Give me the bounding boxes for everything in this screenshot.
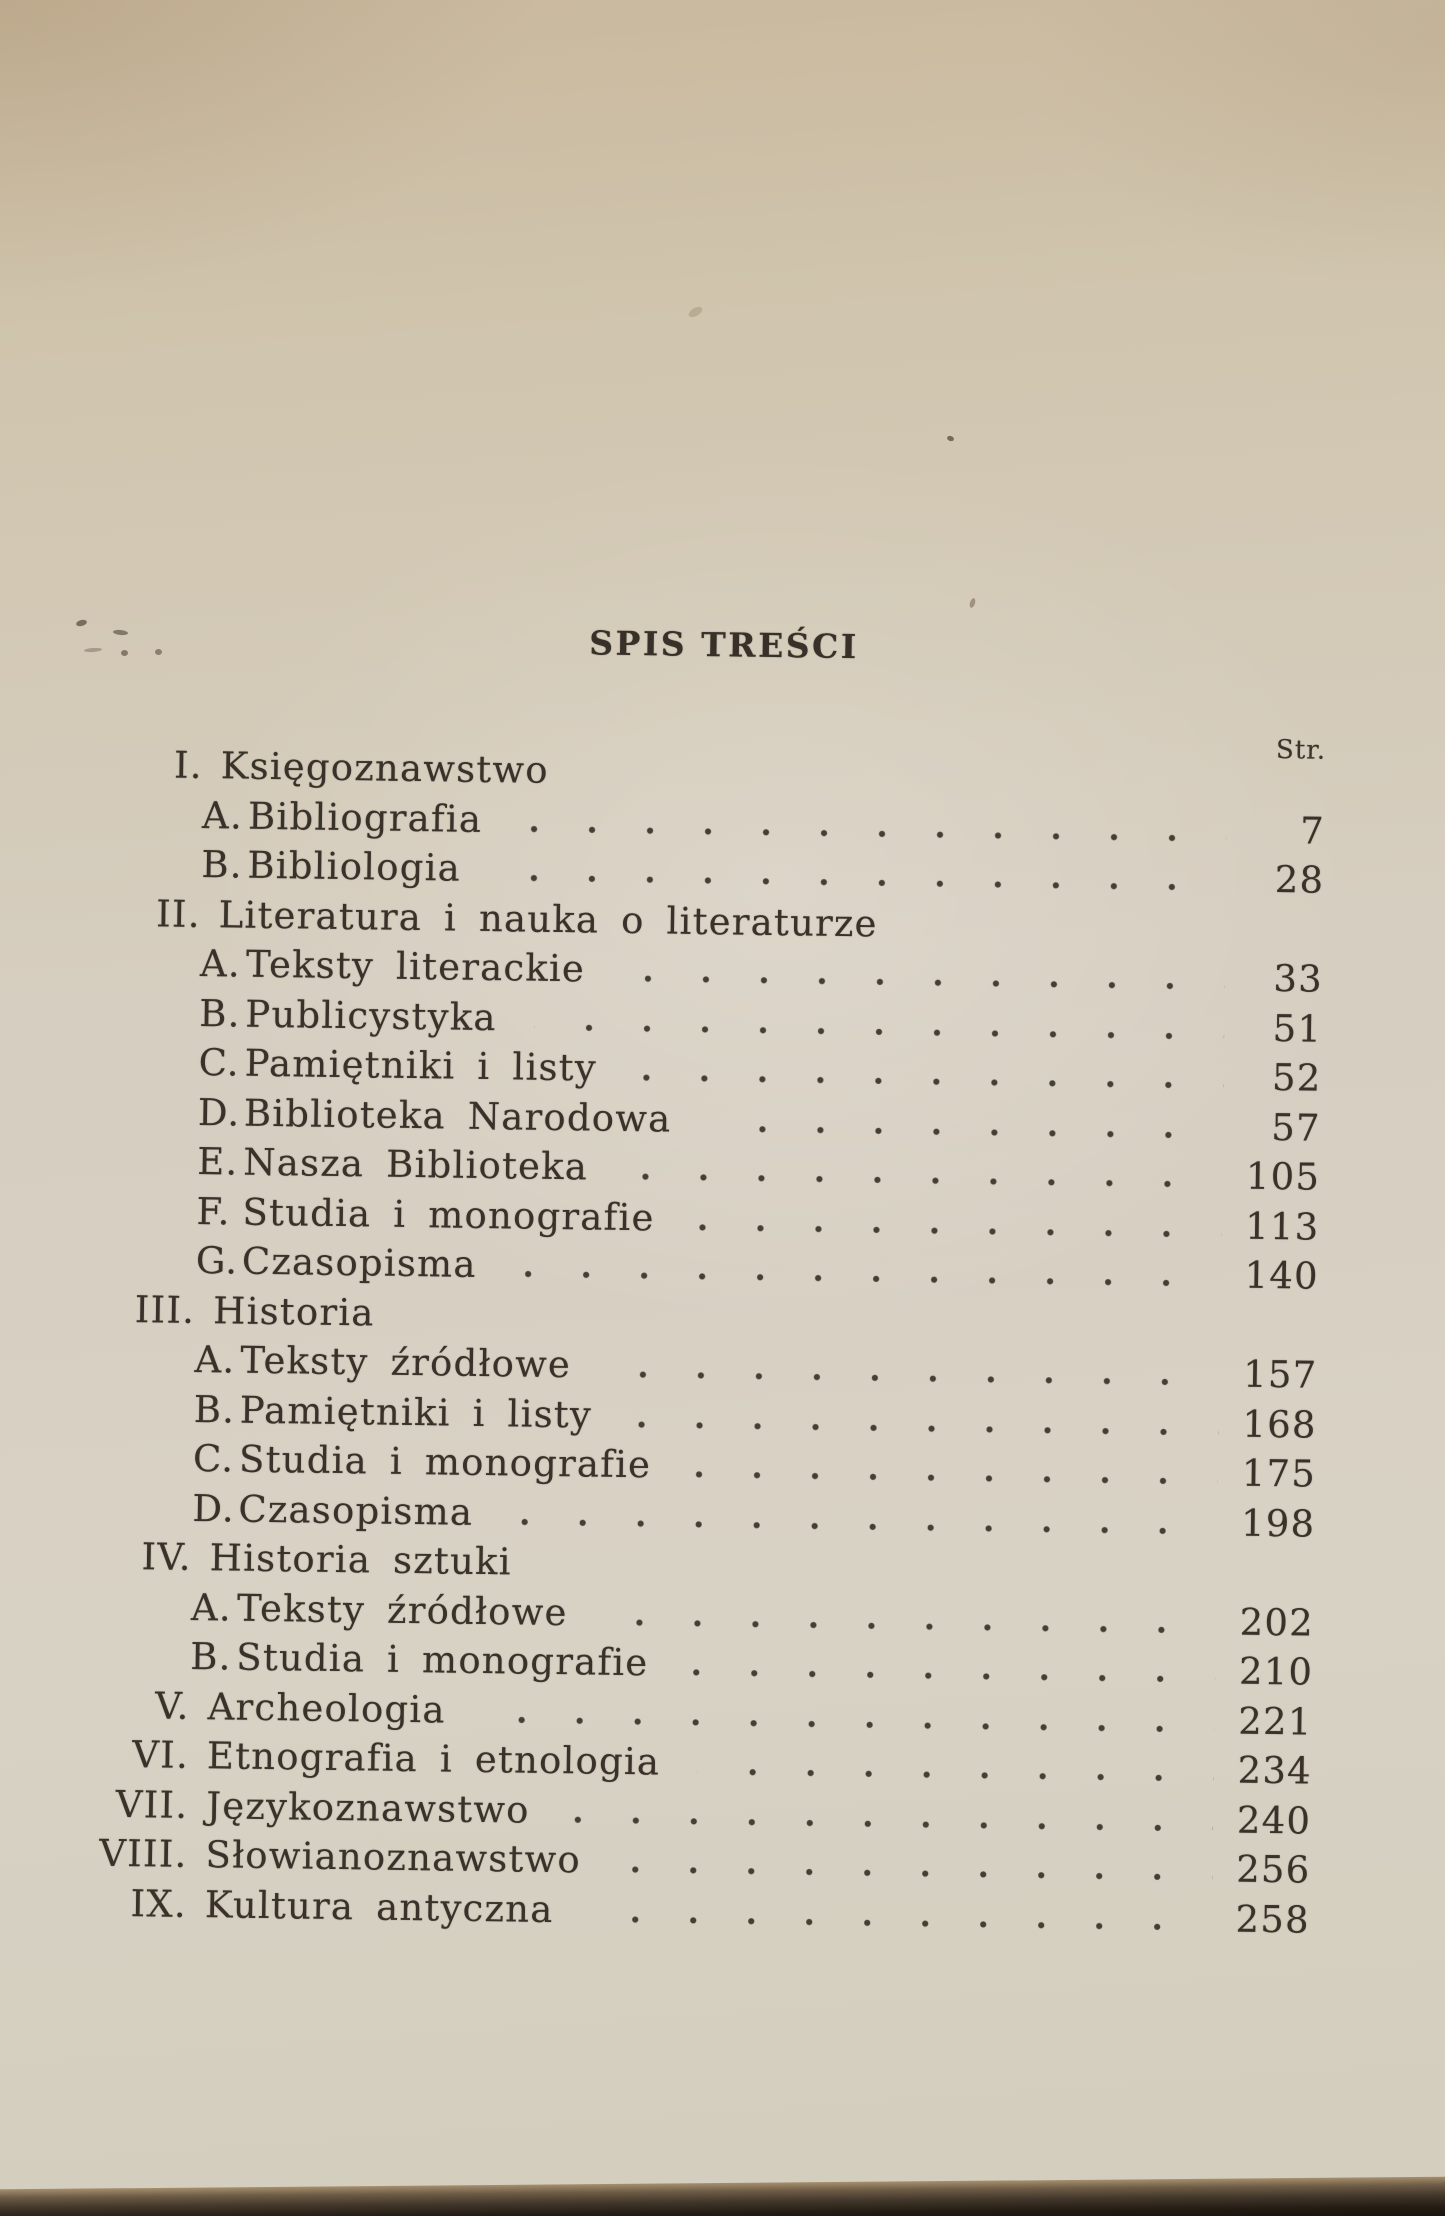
toc-roman-numeral <box>48 1469 193 1471</box>
toc-page-number: 140 <box>1244 1253 1320 1298</box>
toc-page-number <box>1231 941 1323 942</box>
toc-entry-label: Pamiętniki i listy <box>244 1041 598 1090</box>
toc-roman-numeral: II. <box>155 891 202 936</box>
toc-roman-numeral <box>55 974 200 976</box>
toc-letter: A. <box>190 1585 233 1630</box>
toc-letter: D. <box>197 1090 241 1135</box>
toc-entry-label: Publicystyka <box>245 992 497 1039</box>
leader-dots <box>689 1471 1218 1485</box>
toc-roman-numeral <box>51 1221 196 1223</box>
toc-page-number: 210 <box>1238 1649 1314 1694</box>
toc-entry-label: Księgoznawstwo <box>220 744 550 792</box>
toc-roman-numeral <box>52 1172 197 1174</box>
toc-entry-label: Pamiętniki i listy <box>239 1388 593 1437</box>
toc-roman-numeral <box>57 826 202 828</box>
leader-dots <box>686 1669 1215 1683</box>
toc-roman-numeral <box>53 1073 198 1075</box>
toc-letter: F. <box>196 1189 231 1233</box>
toc-letter: A. <box>194 1337 236 1382</box>
toc-roman-numeral: I. <box>173 743 204 788</box>
toc-entry-label: Teksty źródłowe <box>240 1338 572 1387</box>
toc-entry-label: Historia sztuki <box>209 1536 513 1584</box>
leader-dots <box>499 874 1226 891</box>
toc-page-number: 258 <box>1235 1897 1311 1942</box>
leader-dots <box>609 1371 1219 1387</box>
toc-page-number: 175 <box>1241 1451 1317 1496</box>
toc-page-number: 113 <box>1244 1204 1320 1249</box>
toc-roman-numeral <box>53 1122 198 1124</box>
leader-dots <box>619 1866 1213 1881</box>
toc-letter: G. <box>195 1238 239 1283</box>
toc-roman-numeral <box>47 1518 192 1520</box>
leader-dots <box>511 1518 1217 1535</box>
toc-entry-label: Kultura antyczna <box>204 1882 554 1931</box>
toc-letter: C. <box>192 1436 235 1481</box>
toc-letter: D. <box>192 1486 236 1531</box>
pencil-mark <box>121 650 128 656</box>
toc-page-number: 202 <box>1239 1600 1315 1645</box>
toc-roman-numeral: IX. <box>130 1881 188 1926</box>
toc-page-number: 33 <box>1273 957 1324 1001</box>
leader-dots <box>709 1125 1223 1139</box>
toc-page-number: 234 <box>1237 1748 1313 1793</box>
toc-letter: B. <box>199 991 241 1036</box>
toc-entry-label: Słowianoznawstwo <box>205 1833 582 1882</box>
page-title: SPIS TREŚCI <box>588 623 860 667</box>
toc-page-number: 51 <box>1272 1006 1323 1051</box>
toc-letter: E. <box>196 1140 239 1184</box>
leader-dots <box>692 1223 1221 1237</box>
toc-page-number: 28 <box>1274 858 1325 902</box>
leader-dots <box>623 975 1225 990</box>
leader-dots <box>698 1768 1214 1782</box>
leader-dots <box>626 1173 1222 1188</box>
leader-dots <box>635 1074 1224 1089</box>
toc-entry-label: Studia i monografie <box>242 1190 655 1239</box>
toc-letter: B. <box>193 1387 236 1432</box>
leader-dots <box>520 825 1227 842</box>
toc-page-number: 7 <box>1299 808 1326 853</box>
toc-roman-numeral <box>49 1419 194 1421</box>
toc-entry-label: Czasopisma <box>241 1239 477 1286</box>
toc-roman-numeral: III. <box>134 1287 196 1332</box>
leader-dots <box>534 1023 1224 1040</box>
toc-roman-numeral <box>49 1370 194 1372</box>
toc-roman-numeral <box>54 1023 199 1025</box>
toc-letter: B. <box>190 1634 232 1679</box>
toc-page-number: 221 <box>1238 1699 1313 1744</box>
toc-letter: A. <box>201 793 244 838</box>
toc-entry-label: Historia <box>212 1288 375 1334</box>
toc-entry-label: Językoznawstwo <box>205 1783 531 1832</box>
leader-dots <box>591 1915 1211 1931</box>
toc-page-number: 57 <box>1271 1105 1322 1150</box>
toc-entry-label: Teksty literackie <box>245 942 586 991</box>
toc-roman-numeral <box>46 1617 191 1619</box>
toc-roman-numeral: VIII. <box>98 1831 188 1876</box>
toc-entry-label: Studia i monografie <box>236 1635 649 1685</box>
table-of-contents <box>42 739 1326 1945</box>
toc-entry-label: Studia i monografie <box>238 1437 652 1487</box>
toc-page-number: 157 <box>1242 1352 1318 1397</box>
toc-entry-label: Czasopisma <box>238 1487 474 1534</box>
toc-page-number: 52 <box>1271 1056 1322 1100</box>
toc-roman-numeral: VI. <box>131 1733 190 1777</box>
leader-dots <box>605 1618 1215 1634</box>
pencil-mark <box>155 649 162 655</box>
toc-page-number <box>1222 1584 1314 1585</box>
leader-dots <box>483 1716 1214 1733</box>
toc-entry-label: Literatura i nauka o literaturze <box>218 892 879 945</box>
toc-roman-numeral: V. <box>154 1683 190 1728</box>
toc-letter: A. <box>199 942 242 986</box>
toc-entry-label: Biblioteka Narodowa <box>243 1091 672 1141</box>
toc-page-number <box>1226 1337 1318 1338</box>
leader-dots <box>630 1421 1219 1436</box>
leader-dots <box>514 1270 1220 1287</box>
toc-entry-label: Etnografia i etnologia <box>206 1734 661 1784</box>
toc-roman-numeral: IV. <box>141 1535 193 1579</box>
page-column-header: Str. <box>1275 735 1327 766</box>
toc-entry-label: Archeologia <box>207 1684 446 1732</box>
toc-page-number <box>1234 792 1326 793</box>
toc-page-number: 198 <box>1240 1501 1316 1546</box>
toc-letter: C. <box>198 1041 241 1085</box>
toc-entry-label: Teksty źródłowe <box>236 1586 568 1634</box>
toc-roman-numeral <box>56 875 201 877</box>
toc-letter: B. <box>201 843 244 887</box>
toc-entry-label: Nasza Biblioteka <box>242 1140 589 1189</box>
toc-entry-label: Bibliologia <box>247 843 462 890</box>
toc-entry-label: Bibliografia <box>247 794 483 841</box>
toc-roman-numeral <box>51 1271 196 1273</box>
toc-roman-numeral: VII. <box>115 1782 189 1827</box>
toc-roman-numeral <box>45 1667 190 1669</box>
toc-page-number: 256 <box>1235 1847 1311 1892</box>
toc-page-number: 168 <box>1242 1402 1317 1447</box>
toc-page-number: 105 <box>1245 1154 1321 1199</box>
toc-page-number: 240 <box>1236 1798 1312 1843</box>
leader-dots <box>568 1816 1214 1832</box>
